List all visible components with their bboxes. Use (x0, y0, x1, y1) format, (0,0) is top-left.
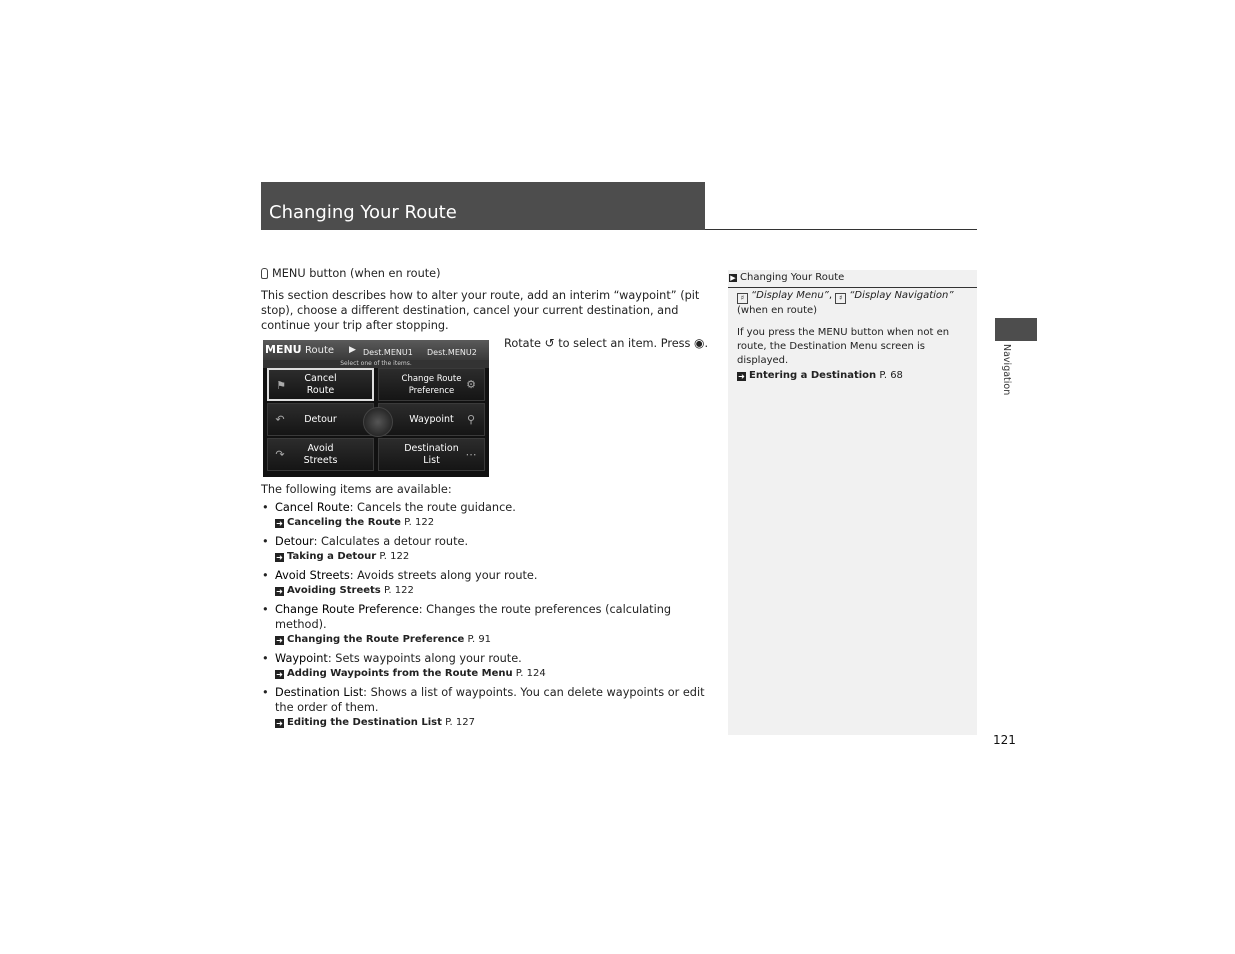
page-number: 121 (993, 733, 1016, 747)
reference-title: Changing the Route Preference (287, 634, 465, 645)
screen-dest-menu1-tab: Dest.MENU1 (363, 348, 413, 357)
reference-arrow-icon: ➜ (276, 719, 283, 728)
reference-title: Entering a Destination (749, 370, 877, 381)
tile-label: Destination List (404, 442, 459, 466)
list-item (261, 500, 705, 530)
cross-reference[interactable] (275, 632, 705, 647)
reference-arrow-icon: ➜ (738, 372, 745, 381)
reference-arrow-icon: ➜ (276, 636, 283, 645)
reference-page: P. 124 (515, 668, 546, 679)
cancel-route-icon: ⚑ (276, 379, 286, 392)
item-term: Avoid Streets (275, 569, 350, 582)
item-desc: : Avoids streets along your route. (349, 569, 538, 582)
menu-button-icon (261, 268, 268, 279)
tile-label: Avoid Streets (303, 442, 338, 466)
screen-dest-menu2-tab: Dest.MENU2 (427, 348, 477, 357)
screen-route-tab: Route (305, 345, 335, 356)
section-tab-label: Navigation (1001, 344, 1012, 396)
route-preference-icon: ⚙ (466, 378, 476, 391)
list-item (261, 534, 705, 564)
sidebar-cross-reference[interactable] (737, 368, 973, 383)
screen-menu-label: MENU (265, 343, 302, 356)
screen-knob-icon (363, 407, 393, 437)
reference-title: Adding Waypoints from the Route Menu (287, 668, 513, 679)
screen-tile-detour (267, 403, 374, 436)
voice-command-1: “Display Menu” (751, 290, 829, 301)
rotate-knob-icon: ↺ (544, 336, 555, 350)
cross-reference[interactable] (275, 666, 705, 681)
sidebar-note (728, 270, 977, 735)
cross-reference[interactable] (275, 715, 705, 730)
screen-tile-waypoint (378, 403, 485, 436)
sidebar-heading (728, 270, 977, 288)
item-term: Destination List (275, 686, 364, 699)
rotate-pre: Rotate (504, 337, 541, 350)
cross-reference[interactable] (275, 583, 705, 598)
item-term: Cancel Route (275, 501, 350, 514)
following-text: The following items are available: (261, 483, 452, 496)
cross-reference[interactable] (275, 549, 705, 564)
note-marker-icon: ▶ (730, 274, 736, 282)
screen-tile-change-route-preference (378, 368, 485, 401)
item-desc: : Changes the route preferences (calculating method). (275, 603, 672, 631)
reference-page: P. 68 (879, 370, 903, 381)
title-rule (705, 229, 977, 230)
tile-label: Waypoint (409, 413, 454, 425)
reference-page: P. 127 (445, 717, 475, 728)
item-term: Waypoint (275, 652, 328, 665)
reference-page: P. 122 (379, 551, 410, 562)
menu-line (261, 266, 705, 281)
item-desc: : Sets waypoints along your route. (327, 652, 522, 665)
item-desc: : Calculates a detour route. (313, 535, 469, 548)
reference-page: P. 91 (467, 634, 492, 645)
avoid-streets-icon: ↷ (275, 448, 285, 461)
when-en-route: (when en route) (737, 305, 818, 316)
reference-title: Canceling the Route (287, 517, 401, 528)
reference-title: Avoiding Streets (287, 585, 381, 596)
waypoint-search-icon: ⚲ (466, 413, 476, 426)
item-desc: : Shows a list of waypoints. You can delete waypoints or edit the order of them. (275, 686, 705, 714)
list-item (261, 568, 705, 598)
tile-label: Cancel Route (304, 372, 337, 396)
screen-tile-destination-list (378, 438, 485, 471)
reference-arrow-icon: ➜ (276, 553, 283, 562)
tile-label: Detour (304, 413, 337, 425)
voice-command-2: “Display Navigation” (849, 290, 954, 301)
reference-arrow-icon: ➜ (276, 519, 283, 528)
item-term: Change Route Preference (275, 603, 419, 616)
item-list (261, 500, 705, 734)
rotate-mid: to select an item. Press (558, 337, 691, 350)
screen-subtitle: Select one of the items. (263, 360, 489, 368)
reference-title: Editing the Destination List (287, 717, 442, 728)
page-title: Changing Your Route (269, 202, 457, 223)
detour-icon: ↶ (275, 413, 285, 426)
voice-commands: ♯ “Display Menu”, ♯ “Display Navigation” (737, 289, 973, 304)
rotate-end: . (704, 337, 709, 350)
reference-title: Taking a Detour (287, 551, 377, 562)
reference-arrow-icon: ➜ (276, 587, 283, 596)
screen-header (263, 340, 489, 360)
reference-page: P. 122 (404, 517, 435, 528)
screen-tile-avoid-streets (267, 438, 374, 471)
screen-arrow-icon: ▶ (349, 345, 356, 355)
nav-screen-image (263, 340, 489, 477)
tile-label: Change Route Preference (401, 373, 462, 396)
sidebar-note-text: If you press the MENU button when not en route, the Destination Menu screen is displayed. (737, 327, 950, 366)
cross-reference[interactable] (275, 515, 705, 530)
sidebar-body (737, 289, 973, 383)
intro-text: This section describes how to alter your route, add an interim “waypoint” (pit stop), choose a different destination, cancel your current destination, and continue your trip after stopping. (261, 289, 700, 332)
section-tab (995, 318, 1037, 341)
reference-arrow-icon: ➜ (276, 670, 283, 679)
screen-tile-cancel-route (267, 368, 374, 401)
voice-command-icon: ♯ (737, 293, 748, 304)
list-item (261, 602, 705, 647)
screen-tile-grid (267, 368, 485, 472)
menu-line-text: MENU button (when en route) (272, 267, 441, 280)
sidebar-heading-text: Changing Your Route (740, 272, 845, 283)
voice-command-icon: ♯ (835, 293, 846, 304)
list-item (261, 651, 705, 681)
press-knob-icon: ◉ (694, 336, 705, 350)
rotate-instruction (504, 336, 709, 351)
item-term: Detour (275, 535, 314, 548)
main-column (261, 266, 709, 728)
reference-page: P. 122 (383, 585, 414, 596)
destination-list-icon: ⋯ (465, 448, 477, 461)
item-desc: : Cancels the route guidance. (349, 501, 516, 514)
list-item (261, 685, 705, 730)
title-bar (261, 182, 705, 230)
